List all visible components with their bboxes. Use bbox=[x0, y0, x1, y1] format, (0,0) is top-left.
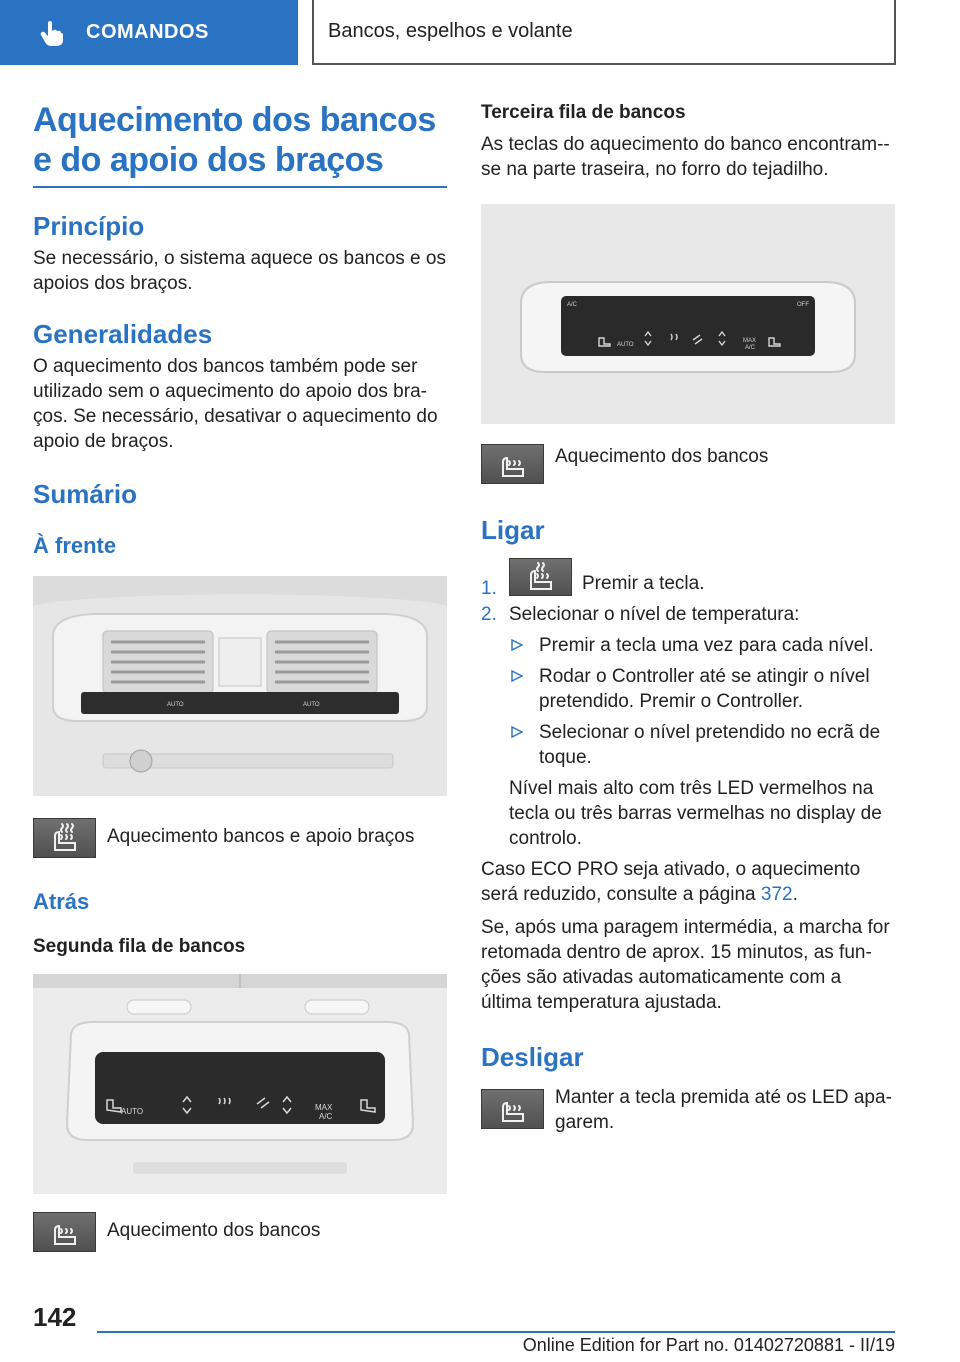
second-row-caption: Aquecimento dos bancos bbox=[107, 1220, 321, 1241]
general-heading: Generalidades bbox=[33, 319, 213, 349]
step-1-seat-heat-key[interactable] bbox=[509, 558, 572, 596]
svg-text:AUTO: AUTO bbox=[167, 702, 184, 708]
third-row-caption: Aquecimento dos bancos bbox=[555, 446, 769, 467]
seat-heating-icon bbox=[45, 821, 85, 855]
headliner-console-photo bbox=[481, 204, 895, 424]
footer-edition: Online Edition for Part no. 01402720881 - II/19 bbox=[522, 1335, 895, 1355]
second-row-seat-heat-key[interactable] bbox=[33, 1212, 96, 1252]
step-2-number: 2. bbox=[481, 604, 497, 625]
list-item bbox=[509, 664, 895, 714]
eco-pro-text-end: . bbox=[792, 884, 798, 905]
on-steps bbox=[481, 558, 895, 851]
third-row-caption-row bbox=[481, 444, 895, 484]
second-row-heading: Segunda fila de bancos bbox=[33, 936, 246, 957]
eco-pro-text: Caso ECO PRO seja ativado, o aquecimento será reduzido, consulte a página bbox=[481, 859, 861, 905]
footer-divider bbox=[97, 1331, 895, 1333]
svg-text:A/C: A/C bbox=[567, 302, 578, 308]
list-item bbox=[509, 720, 895, 770]
front-caption-row bbox=[33, 818, 447, 858]
svg-text:A/C: A/C bbox=[745, 345, 756, 351]
bullet-text: Rodar o Controller até se atingir o nível pretendido. Premir o Controller. bbox=[539, 666, 870, 712]
third-row-text: As teclas do aquecimento do banco encontram--se na parte traseira, no forro do tejadilho. bbox=[481, 134, 890, 180]
seat-heating-icon bbox=[521, 560, 561, 594]
principle-heading: Princípio bbox=[33, 211, 145, 241]
seat-heating-icon bbox=[493, 447, 533, 481]
chapter-tab[interactable] bbox=[0, 0, 298, 65]
seat-armrest-heat-key[interactable] bbox=[33, 818, 96, 858]
principle-text: Se necessário, o sistema aquece os bancos e os apoios dos braços. bbox=[33, 248, 446, 294]
front-heading: À frente bbox=[33, 533, 117, 558]
chapter-tab-label: COMANDOS bbox=[86, 21, 209, 43]
hand-pointer-icon bbox=[40, 20, 64, 46]
third-row-heading: Terceira fila de bancos bbox=[481, 102, 686, 123]
svg-text:AUTO: AUTO bbox=[121, 1107, 144, 1116]
svg-text:OFF: OFF bbox=[797, 302, 809, 308]
list-item bbox=[509, 633, 895, 658]
step-1 bbox=[481, 558, 895, 599]
general-text: O aquecimento dos bancos também pode ser utilizado sem o aquecimento do apoio dos bra-ços. Se necessário, desativar o aquecimento do apoio de braços. bbox=[33, 356, 438, 452]
step-2 bbox=[481, 602, 895, 851]
left-column bbox=[33, 100, 447, 1252]
off-seat-heat-key[interactable] bbox=[481, 1089, 544, 1129]
seat-heating-icon bbox=[493, 1092, 533, 1126]
eco-pro-note bbox=[481, 857, 895, 907]
second-row-console-photo bbox=[33, 974, 447, 1194]
svg-text:AUTO: AUTO bbox=[303, 702, 320, 708]
summary-heading: Sumário bbox=[33, 479, 138, 509]
third-row-seat-heat-key[interactable] bbox=[481, 444, 544, 484]
off-heading: Desligar bbox=[481, 1042, 584, 1072]
front-caption: Aquecimento bancos e apoio braços bbox=[107, 826, 415, 847]
second-row-caption-row bbox=[33, 1212, 447, 1252]
step-1-number: 1. bbox=[481, 578, 497, 599]
front-console-photo bbox=[33, 576, 447, 796]
page-link-372[interactable]: 372 bbox=[760, 884, 793, 905]
triangle-bullet-icon bbox=[511, 639, 523, 651]
step-2-text: Selecionar o nível de temperatura: bbox=[509, 604, 800, 625]
rear-heading: Atrás bbox=[33, 889, 90, 914]
stop-note: Se, após uma paragem intermédia, a marcha for retomada dentro de aprox. 15 minutos, as fun-ções são ativadas automaticamente com a última temperatura ajustada. bbox=[481, 917, 890, 1013]
seat-heating-icon bbox=[45, 1215, 85, 1249]
bullet-text: Selecionar o nível pretendido no ecrã de toque. bbox=[539, 722, 881, 768]
level-note: Nível mais alto com três LED vermelhos na tecla ou três barras vermelhas no display de controlo. bbox=[509, 778, 882, 849]
off-text: Manter a tecla premida até os LED apa-garem. bbox=[555, 1087, 892, 1133]
on-heading: Ligar bbox=[481, 515, 545, 545]
svg-text:MAX: MAX bbox=[743, 338, 757, 344]
svg-text:AUTO: AUTO bbox=[617, 342, 634, 348]
page-title: Aquecimento dos bancos e do apoio dos braços bbox=[33, 100, 447, 188]
step-2-options bbox=[509, 633, 895, 770]
triangle-bullet-icon bbox=[511, 670, 523, 682]
bullet-text: Premir a tecla uma vez para cada nível. bbox=[539, 635, 874, 656]
step-1-text: Premir a tecla. bbox=[582, 573, 705, 594]
off-row bbox=[481, 1085, 895, 1135]
page-number: 142 bbox=[33, 1302, 77, 1332]
chapter-title: Bancos, espelhos e volante bbox=[312, 0, 896, 65]
svg-text:A/C: A/C bbox=[319, 1112, 333, 1121]
svg-text:MAX: MAX bbox=[315, 1103, 333, 1112]
right-column bbox=[481, 100, 895, 1135]
triangle-bullet-icon bbox=[511, 726, 523, 738]
